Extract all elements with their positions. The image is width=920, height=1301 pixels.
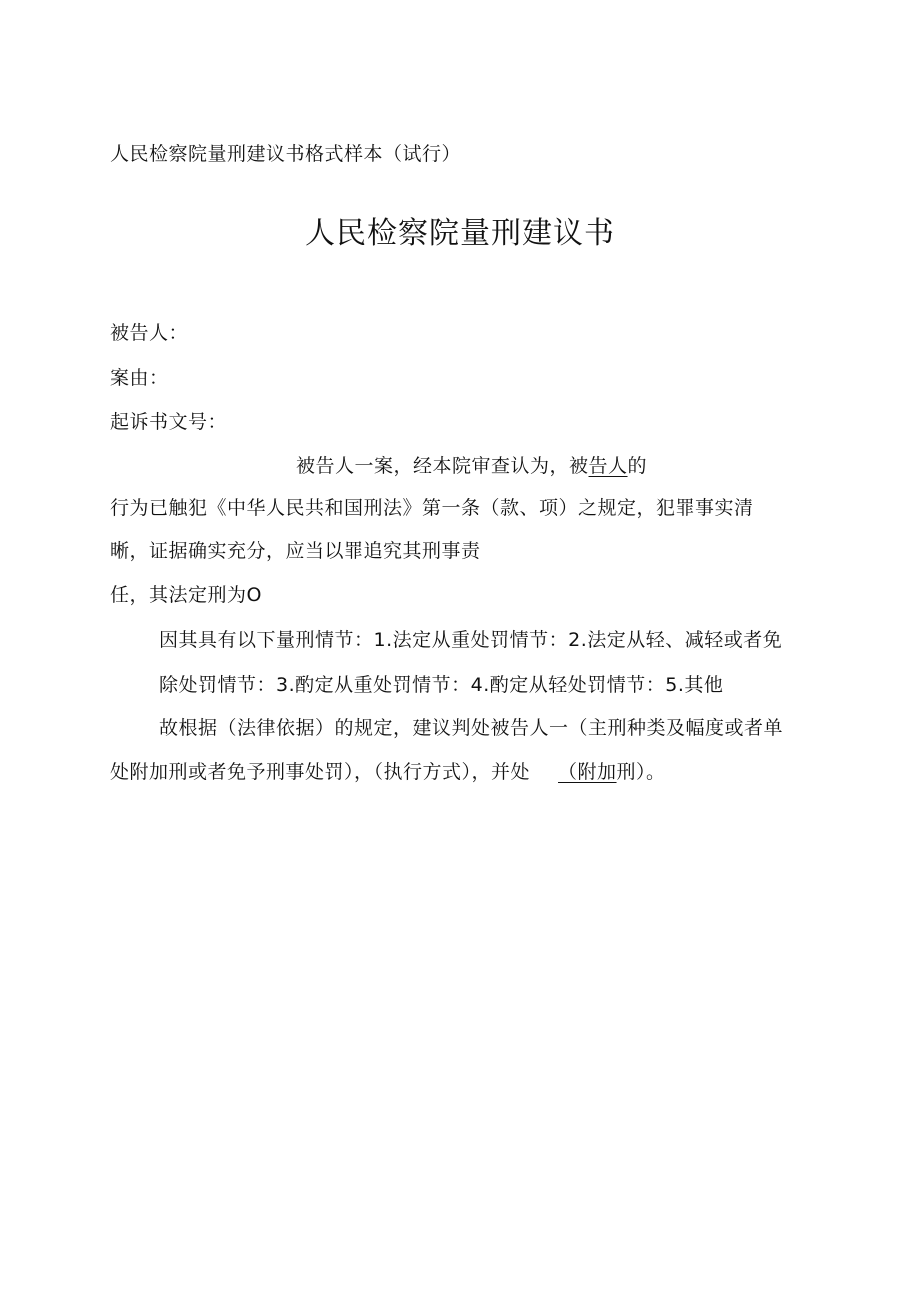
document-subtitle: 人民检察院量刑建议书格式样本（试行） (110, 143, 462, 165)
paragraph-1-line-3: 晰，证据确实充分，应当以罪追究其刑事责 (110, 540, 481, 562)
paragraph-2-line-2: 除处罚情节：3.酌定从重处罚情节：4.酌定从轻处罚情节：5.其他 (159, 674, 724, 696)
cause-field-label: 案由： (110, 367, 169, 389)
paragraph-1-line-4: 任，其法定刑为O (110, 584, 262, 606)
indictment-number-field-label: 起诉书文号： (110, 411, 228, 433)
paragraph-3-underlined-additional: （附加 (558, 761, 617, 783)
paragraph-2-line-1: 因其具有以下量刑情节：1.法定从重处罚情节：2.法定从轻、减轻或者免 (159, 629, 783, 651)
paragraph-1-line-2: 行为已触犯《中华人民共和国刑法》第一条（款、项）之规定，犯罪事实清 (110, 497, 754, 519)
paragraph-3-line-1: 故根据（法律依据）的规定，建议判处被告人一（主刑种类及幅度或者单 (159, 717, 784, 739)
paragraph-3-text-a: 处附加刑或者免予刑事处罚），（执行方式），并处 (110, 761, 531, 783)
paragraph-3-text-b: 刑）。 (616, 761, 666, 783)
document-title: 人民检察院量刑建议书 (305, 216, 615, 251)
paragraph-1-underlined-defendant: 告人 (588, 455, 628, 477)
defendant-field-label: 被告人： (110, 322, 189, 344)
paragraph-1-text-b: 的 (627, 455, 648, 477)
paragraph-1-text-a: 被告人一案，经本院审查认为，被 (296, 455, 589, 477)
paragraph-3-line-2 (110, 760, 666, 784)
paragraph-1-line-1 (296, 454, 647, 478)
